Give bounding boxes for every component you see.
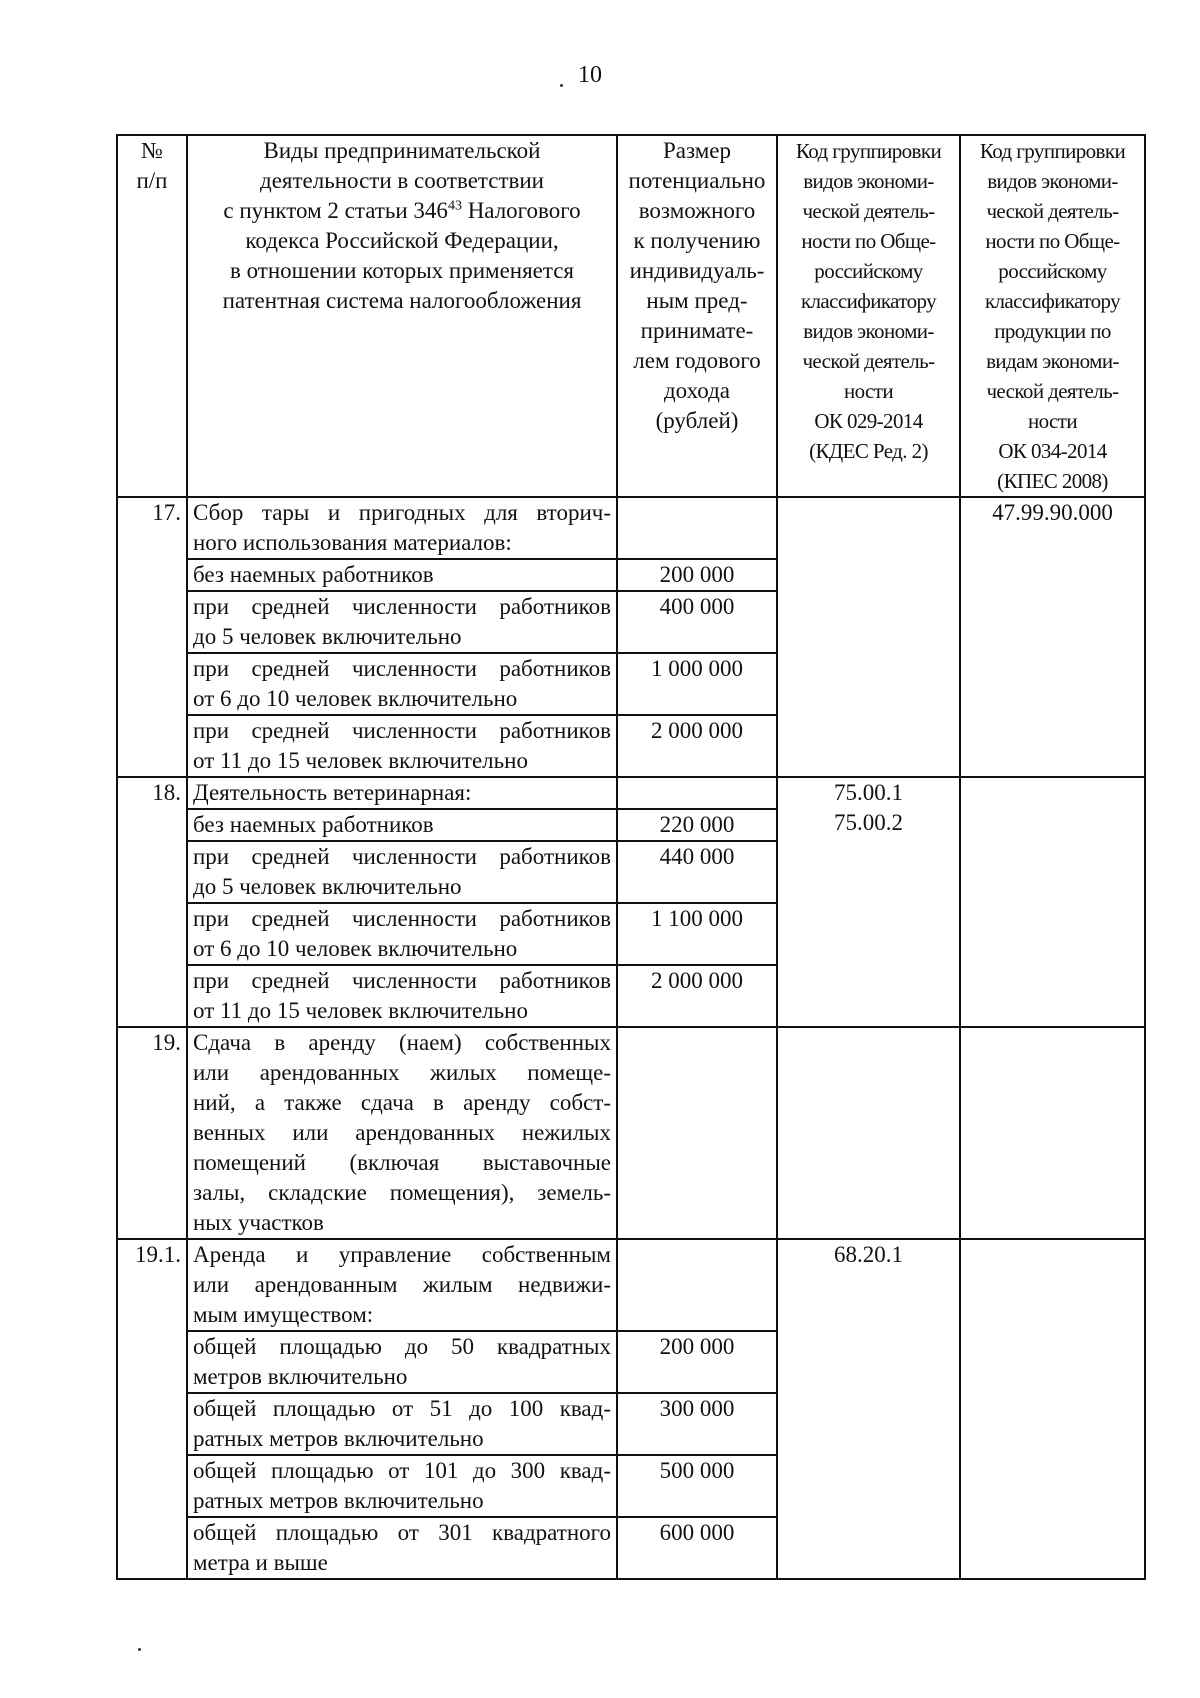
income-amount-cell: 2 000 000 xyxy=(617,965,777,1027)
header-text-line: видов экономи- xyxy=(987,169,1118,193)
header-text-line: деятельности в соответствии xyxy=(260,168,544,193)
table-row xyxy=(117,1239,1145,1331)
activity-text-line: Сдача в аренду (наем) собственных xyxy=(193,1030,611,1055)
activity-text-line: ратных метров включительно xyxy=(193,1488,484,1513)
activity-text-line: или арендованных жилых помеще- xyxy=(193,1060,611,1085)
header-text-line: Код группировки xyxy=(795,139,942,163)
header-text-line: принимате- xyxy=(640,318,754,343)
page-number: 10 xyxy=(578,62,602,88)
header-text-line: классификатору xyxy=(984,289,1121,313)
activity-text-line: от 6 до 10 человек включительно xyxy=(193,936,518,961)
income-amount-cell xyxy=(617,777,777,809)
activity-text-line: при средней численности работников xyxy=(193,594,611,619)
article-superscript: 43 xyxy=(447,198,462,214)
okved-code: 75.00.2 xyxy=(834,810,903,835)
header-text-line: Виды предпринимательской xyxy=(263,138,541,163)
income-amount-cell xyxy=(617,1239,777,1331)
activity-condition-cell xyxy=(187,715,617,777)
income-amount-cell: 500 000 xyxy=(617,1455,777,1517)
header-text-line: видов экономи- xyxy=(803,169,934,193)
header-text-line: ческой деятель- xyxy=(802,199,935,223)
activity-text-line: Деятельность ветеринарная: xyxy=(193,780,472,805)
activity-text-line: до 5 человек включительно xyxy=(193,874,462,899)
header-text-line: ным пред- xyxy=(646,288,748,313)
header-text-fragment: Налогового xyxy=(461,198,581,223)
header-article-line xyxy=(193,196,611,226)
activity-text-line: общей площадью от 101 до 300 квад- xyxy=(193,1458,611,1483)
okpd-code-cell xyxy=(960,1027,1145,1239)
okved-code-cell xyxy=(777,777,960,1027)
scan-speck xyxy=(138,1648,141,1651)
income-amount-cell: 400 000 xyxy=(617,591,777,653)
header-text-line: ческой деятель- xyxy=(802,349,935,373)
income-amount-cell: 200 000 xyxy=(617,559,777,591)
activity-condition-cell xyxy=(187,809,617,841)
row-number-cell: 19. xyxy=(117,1027,187,1239)
header-text-line: ческой деятель- xyxy=(986,199,1119,223)
activity-title-cell xyxy=(187,497,617,559)
activity-condition-cell xyxy=(187,591,617,653)
okved-code-cell xyxy=(777,1239,960,1579)
header-text-line: индивидуаль- xyxy=(629,258,765,283)
header-text-line: к получению xyxy=(633,228,761,253)
okved-code-cell xyxy=(777,1027,960,1239)
header-text-line: (рублей) xyxy=(655,408,739,433)
header-text-line: дохода xyxy=(663,378,730,403)
header-text-line: п/п xyxy=(136,168,168,193)
income-amount-cell: 1 000 000 xyxy=(617,653,777,715)
header-text-line: кодекса Российской Федерации, xyxy=(245,228,559,253)
header-text-line: ческой деятель- xyxy=(986,379,1119,403)
activity-text-line: при средней численности работников xyxy=(193,656,611,681)
table-row xyxy=(117,777,1145,809)
header-activity-cell xyxy=(187,135,617,497)
header-number-cell xyxy=(117,135,187,497)
activity-condition-cell xyxy=(187,841,617,903)
header-text-line: потенциально xyxy=(628,168,766,193)
activity-text-line: от 6 до 10 человек включительно xyxy=(193,686,518,711)
header-text-line: возможного xyxy=(638,198,756,223)
income-amount-cell: 2 000 000 xyxy=(617,715,777,777)
income-amount-cell xyxy=(617,497,777,559)
income-amount-cell: 1 100 000 xyxy=(617,903,777,965)
header-text-line: патентная система налогообложения xyxy=(222,288,582,313)
okpd-code: 47.99.90.000 xyxy=(992,500,1113,525)
header-text-line: Размер xyxy=(662,138,732,163)
activity-text-line: общей площадью от 51 до 100 квад- xyxy=(193,1396,611,1421)
income-amount-cell xyxy=(617,1027,777,1239)
activity-text-line: при средней численности работников xyxy=(193,906,611,931)
table-header-row xyxy=(117,135,1145,497)
scan-speck xyxy=(560,84,563,87)
activity-title-cell xyxy=(187,1027,617,1239)
activity-text-line: или арендованным жилым недвижи- xyxy=(193,1272,611,1297)
activity-text-line: мым имуществом: xyxy=(193,1302,374,1327)
income-amount-cell: 440 000 xyxy=(617,841,777,903)
activity-condition-cell xyxy=(187,1455,617,1517)
row-number-cell: 19.1. xyxy=(117,1239,187,1579)
row-number-cell: 18. xyxy=(117,777,187,1027)
activity-text-line: метров включительно xyxy=(193,1364,408,1389)
activity-text-line: при средней численности работников xyxy=(193,718,611,743)
header-income-cell xyxy=(617,135,777,497)
header-text-line: продукции по xyxy=(994,319,1111,343)
okpd-code-cell xyxy=(960,1239,1145,1579)
header-text-line: в отношении которых применяется xyxy=(229,258,574,283)
table-row xyxy=(117,1027,1145,1239)
activity-text-line: общей площадью от 301 квадратного xyxy=(193,1520,611,1545)
header-text-line: ности по Обще- xyxy=(985,229,1120,253)
header-text-fragment: с пунктом 2 статьи 346 xyxy=(223,198,448,223)
activity-text-line: ний, а также сдача в аренду собст- xyxy=(193,1090,611,1115)
patent-activity-table xyxy=(116,134,1146,1580)
header-text-line: ОК 029-2014 xyxy=(814,409,923,433)
activity-condition-cell xyxy=(187,965,617,1027)
activity-text-line: от 11 до 15 человек включительно xyxy=(193,748,528,773)
header-text-line: Код группировки xyxy=(979,139,1126,163)
activity-text-line: общей площадью до 50 квадратных xyxy=(193,1334,611,1359)
header-text-line: российскому xyxy=(814,259,923,283)
header-text-line: ности xyxy=(1028,409,1077,433)
activity-text-line: Аренда и управление собственным xyxy=(193,1242,611,1267)
activity-condition-cell xyxy=(187,903,617,965)
income-amount-cell: 600 000 xyxy=(617,1517,777,1579)
row-number-cell: 17. xyxy=(117,497,187,777)
activity-text-line: при средней численности работников xyxy=(193,844,611,869)
activity-text-line: без наемных работников xyxy=(193,562,434,587)
header-text-line: № xyxy=(141,138,163,163)
income-amount-cell: 300 000 xyxy=(617,1393,777,1455)
okved-code: 75.00.1 xyxy=(834,780,903,805)
activity-text-line: венных или арендованных нежилых xyxy=(193,1120,611,1145)
header-text-line: российскому xyxy=(998,259,1107,283)
activity-text-line: от 11 до 15 человек включительно xyxy=(193,998,528,1023)
activity-title-cell xyxy=(187,777,617,809)
header-text-line: видов экономи- xyxy=(803,319,934,343)
activity-text-line: без наемных работников xyxy=(193,812,434,837)
activity-text-line: при средней численности работников xyxy=(193,968,611,993)
activity-condition-cell xyxy=(187,559,617,591)
activity-condition-cell xyxy=(187,1517,617,1579)
activity-text-line: Сбор тары и пригодных для вторич- xyxy=(193,500,611,525)
okved-code-cell xyxy=(777,497,960,777)
header-text-line: (КПЕС 2008) xyxy=(997,469,1108,493)
header-text-line: видам экономи- xyxy=(986,349,1119,373)
okved-code: 68.20.1 xyxy=(834,1242,903,1267)
income-amount-cell: 200 000 xyxy=(617,1331,777,1393)
activity-text-line: ратных метров включительно xyxy=(193,1426,484,1451)
okpd-code-cell xyxy=(960,497,1145,777)
activity-text-line: до 5 человек включительно xyxy=(193,624,462,649)
header-okved-cell xyxy=(777,135,960,497)
header-text-line: лем годового xyxy=(633,348,761,373)
okpd-code-cell xyxy=(960,777,1145,1027)
activity-title-cell xyxy=(187,1239,617,1331)
activity-text-line: метра и выше xyxy=(193,1550,328,1575)
activity-text-line: ных участков xyxy=(193,1210,324,1235)
header-text-line: ОК 034-2014 xyxy=(998,439,1107,463)
table-row xyxy=(117,497,1145,559)
activity-text-line: залы, складские помещения), земель- xyxy=(193,1180,611,1205)
activity-condition-cell xyxy=(187,1331,617,1393)
header-text-line: ности xyxy=(844,379,893,403)
activity-condition-cell xyxy=(187,1393,617,1455)
header-text-line: (КДЕС Ред. 2) xyxy=(809,439,928,463)
income-amount-cell: 220 000 xyxy=(617,809,777,841)
header-text-line: ности по Обще- xyxy=(801,229,936,253)
header-text-line: классификатору xyxy=(800,289,937,313)
activity-text-line: ного использования материалов: xyxy=(193,530,512,555)
header-okpd-cell xyxy=(960,135,1145,497)
activity-condition-cell xyxy=(187,653,617,715)
activity-text-line: помещений (включая выставочные xyxy=(193,1150,611,1175)
